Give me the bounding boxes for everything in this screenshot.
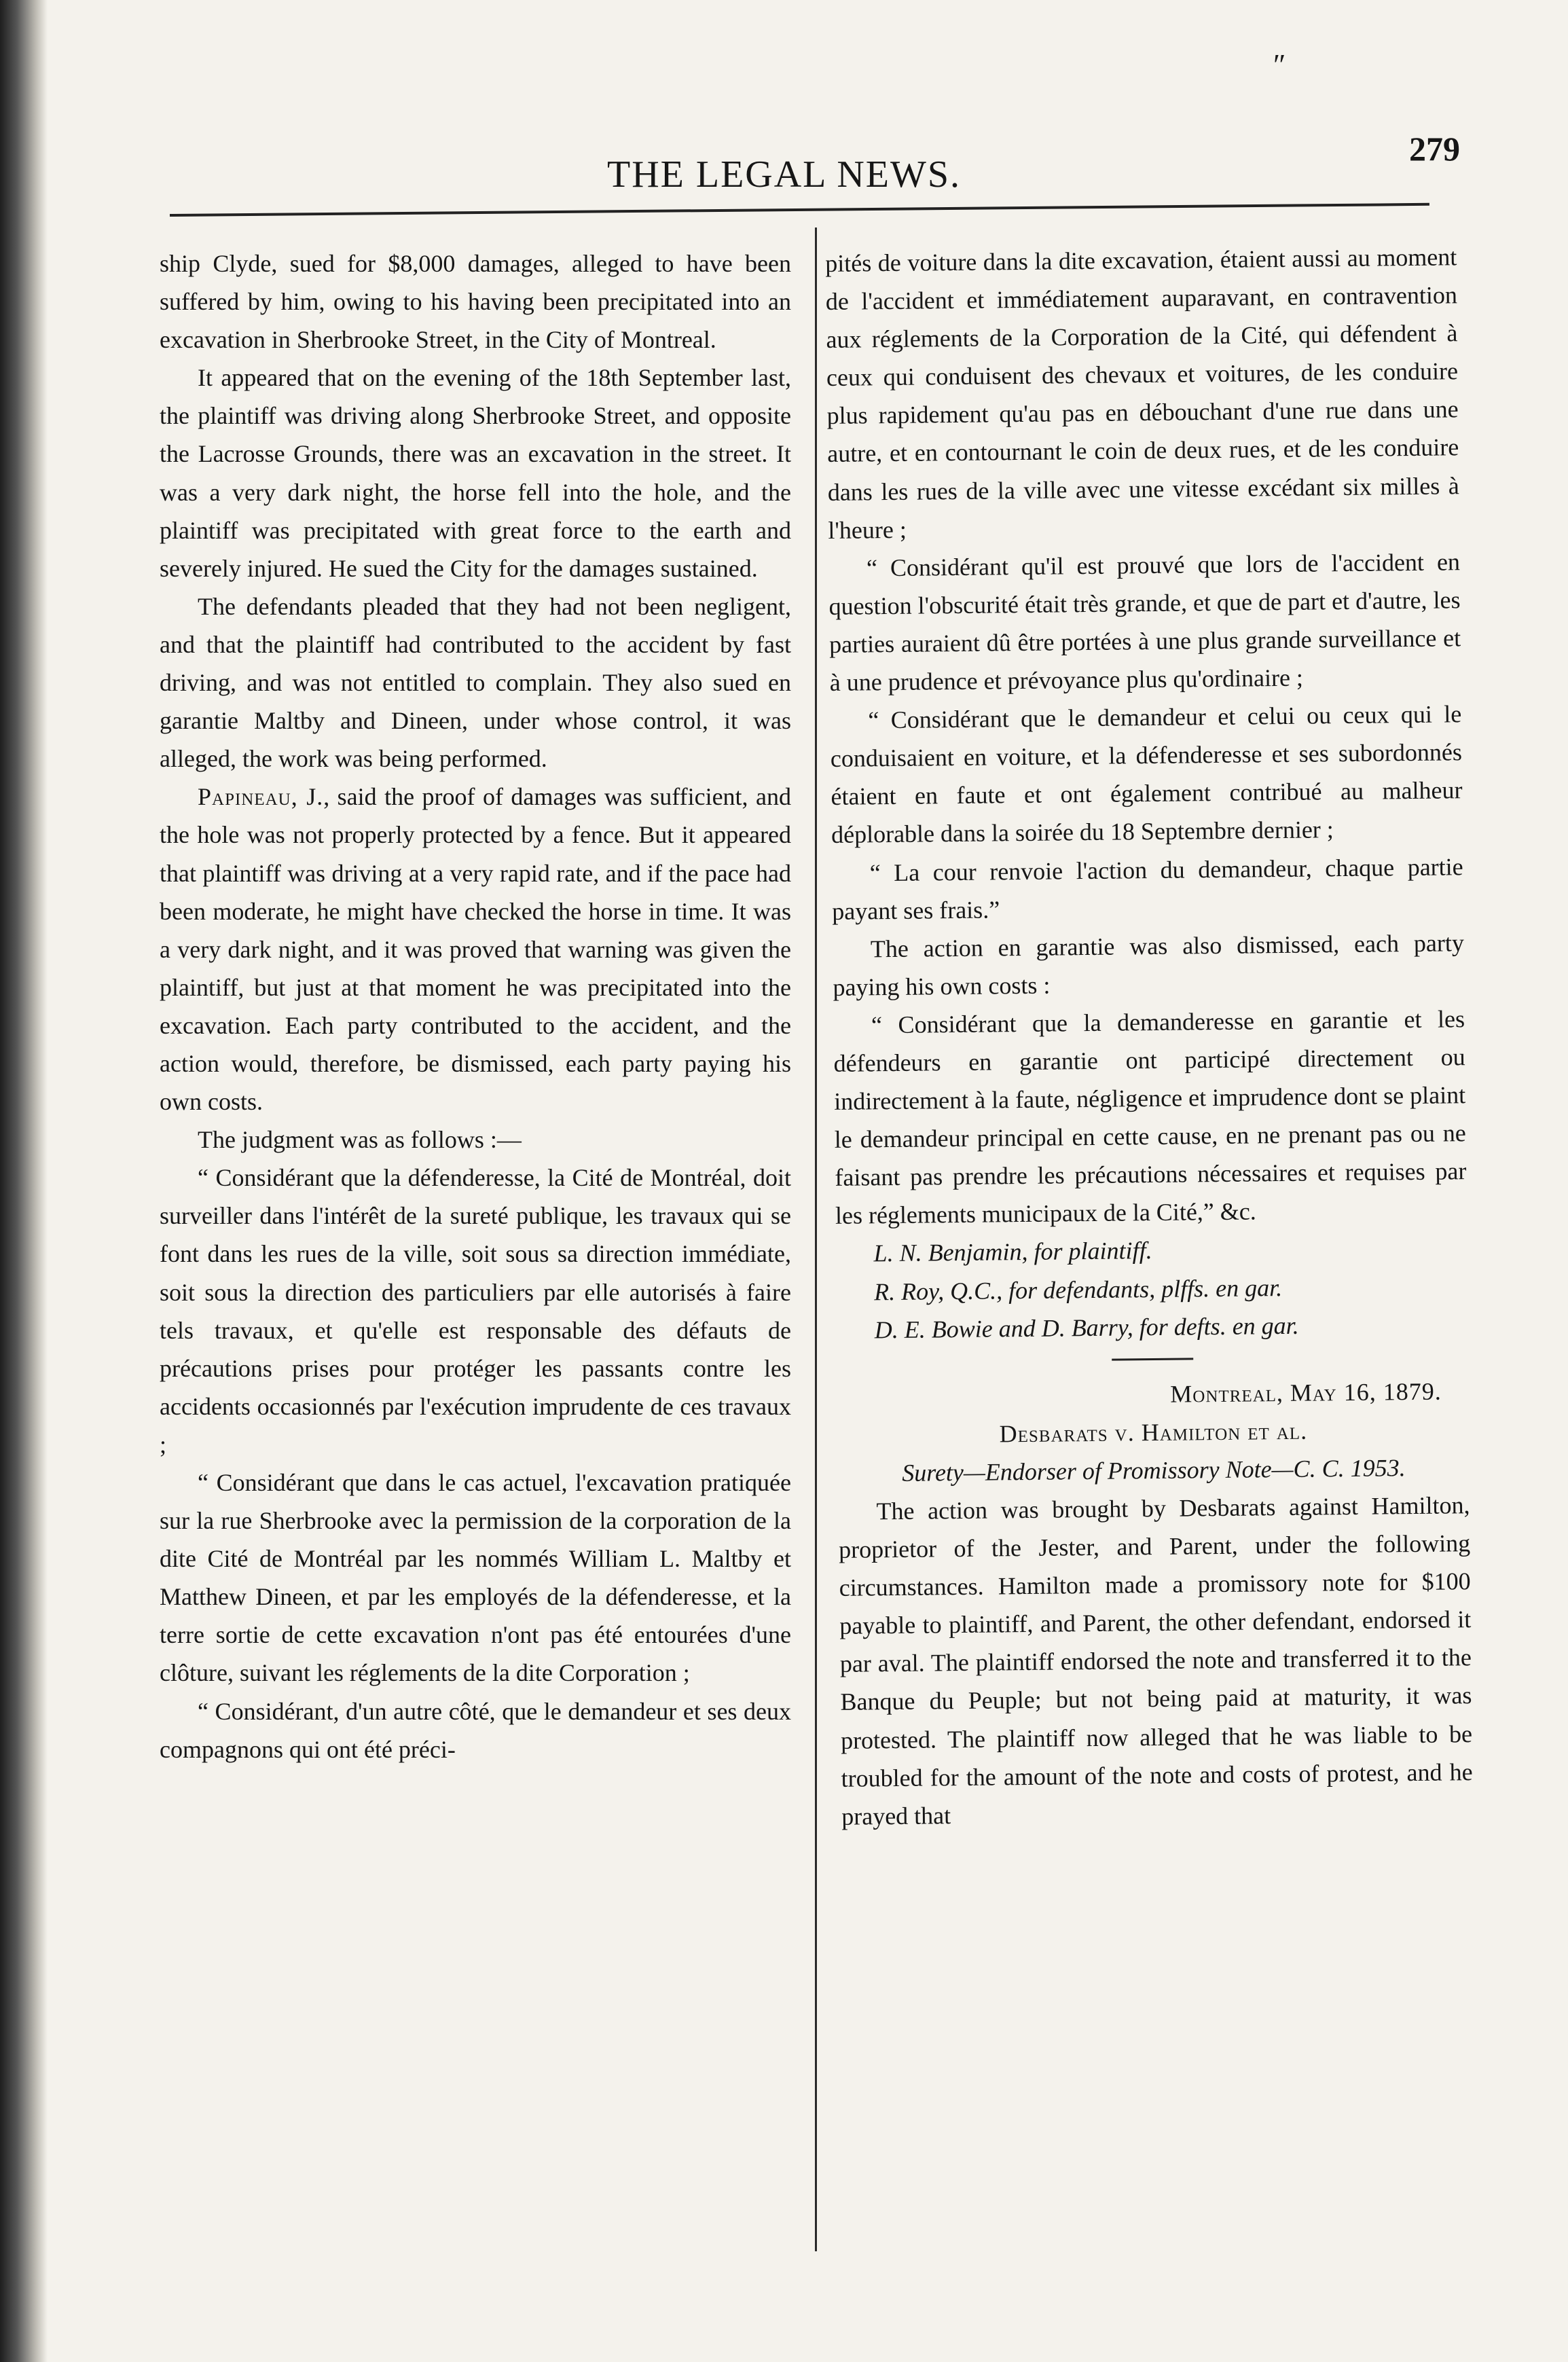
paragraph: “ Considérant que le demandeur et celui ou ceux qui le conduisaient en voiture, et la défenderesse et ses subordonnés étaient en faute et ont également contribué au malheur déplorable dans la soirée du 18 Septembre dernier ; — [830, 700, 1463, 849]
paragraph: “ Considérant, d'un autre côté, que le demandeur et ses deux compagnons qui ont été préci- — [160, 1697, 791, 1763]
header-rule — [170, 203, 1429, 217]
paragraph: “ Considérant que la demanderesse en garantie et les défendeurs en garantie ont participé directement ou indirectement à la faute, négligence et imprudence dont se plaint le demandeur principal en cette cause, en ne prenant pas ou ne faisant pas prendre les précautions nécessaires et requises par les réglements municipaux de la Cité,” &c. — [833, 1005, 1467, 1230]
left-column — [160, 244, 791, 1768]
paragraph: “ Considérant que dans le cas actuel, l'excavation pratiquée sur la rue Sherbrooke avec la permission de la corporation de la dite Cité de Montréal par les nommés William L. Maltby et Matthew Dineen, et par les employés de la défenderesse, et la terre sortie de cette excavation n'ont pas été entourées d'une clôture, suivant les réglements de la dite Corporation ; — [160, 1469, 791, 1687]
running-header-title: THE LEGAL NEWS. — [607, 153, 961, 196]
paragraph: “ La cour renvoie l'action du demandeur, chaque partie payant ses frais.” — [832, 852, 1463, 925]
paragraph: ship Clyde, sued for $8,000 damages, alleged to have been suffered by him, owing to his having been precipitated into an excavation in Sherbrooke Street, in the City of Montreal. — [160, 250, 791, 354]
paragraph: The judgment was as follows :— — [198, 1126, 522, 1154]
column-divider — [815, 228, 817, 2251]
counsel-line: L. N. Benjamin, for plaintiff. — [873, 1237, 1152, 1267]
paragraph: “ Considérant que la défenderesse, la Cité de Montréal, doit surveiller dans l'intérêt de la sureté publique, les travaux qui se font dans les rues de la ville, soit sous sa direction immédiate, soit sous la direction des particuliers par elle autorisés à faire tels travaux, et qu'elle est responsable des défauts de précautions prises pour protéger les passants contre les accidents occasionnés par l'exécution imprudente de ces travaux ; — [160, 1164, 791, 1458]
section-separator — [1112, 1358, 1193, 1360]
paragraph — [160, 778, 791, 1121]
case-title: Desbarats v. Hamilton et al. — [999, 1417, 1308, 1448]
paragraph: The defendants pleaded that they had not been negligent, and that the plaintiff had contributed to the accident by fast driving, and was not entitled to complain. They also sued en garantie Maltby and Dineen, under whose control, it was alleged, the work was being performed. — [160, 592, 791, 773]
page-number: 279 — [1409, 130, 1460, 168]
case-subject: Surety—Endorser of Promissory Note—C. C. 1953. — [902, 1454, 1406, 1487]
paragraph: It appeared that on the evening of the 18th September last, the plaintiff was driving along Sherbrooke Street, and opposite the Lacrosse Grounds, there was an excavation in the street. It was a very dark night, the horse fell into the hole, and the plaintiff was precipitated with great force to the earth and severely injured. He sued the City for the damages sustained. — [160, 364, 791, 582]
paragraph-text: , said the proof of damages was sufficient, and the hole was not properly protected by a fence. But it appeared that plaintiff was driving at a very rapid rate, and if the pace had been moderate, he might have checked the horse in time. It was a very dark night, and it was proved that warning was given the plaintiff, but just at that moment he was precipitated into the excavation. Each party contributed to the accident, and the action would, therefore, be dismissed, each party paying his own costs. — [160, 783, 791, 1116]
dateline: Montreal, May 16, 1879. — [1170, 1377, 1442, 1408]
judge-name: Papineau, J. — [198, 783, 324, 811]
scan-binding-edge — [0, 0, 48, 2362]
paragraph: “ Considérant qu'il est prouvé que lors de l'accident en question l'obscurité était très grande, et que de part et d'autre, les parties auraient dû être portées à une plus grande surveillance et à une prudence et prévoyance plus qu'ordinaire ; — [828, 547, 1461, 696]
counsel-line: R. Roy, Q.C., for defendants, plffs. en gar. — [873, 1273, 1283, 1305]
corner-mark: ″ — [1273, 48, 1286, 81]
counsel-line: D. E. Bowie and D. Barry, for defts. en gar. — [874, 1311, 1299, 1343]
paragraph: The action was brought by Desbarats against Hamilton, proprietor of the Jester, and Parent, under the following circumstances. Hamilton made a promissory note for $100 payable to plaintiff, and Parent, the other defendant, endorsed it par aval. The plaintiff endorsed the note and transferred it to the Banque du Peuple; but not being paid at maturity, it was protested. The plaintiff now alleged that he was liable to be troubled for the amount of the note and costs of protest, and he prayed that — [838, 1491, 1473, 1830]
paragraph: The action en garantie was also dismissed, each party paying his own costs : — [833, 928, 1465, 1001]
paragraph: pités de voiture dans la dite excavation, étaient aussi au moment de l'accident et immédiatement auparavant, en contravention aux réglements de la Corporation de la Cité, qui défendent à ceux qui conduisent des chevaux et voitures, de les conduire plus rapidement qu'au pas en débouchant d'une rue dans une autre, et en contournant le coin de deux rues, et de les conduire dans les rues de la ville avec une vitesse excédant six milles à l'heure ; — [825, 243, 1459, 544]
right-column — [825, 238, 1473, 1835]
